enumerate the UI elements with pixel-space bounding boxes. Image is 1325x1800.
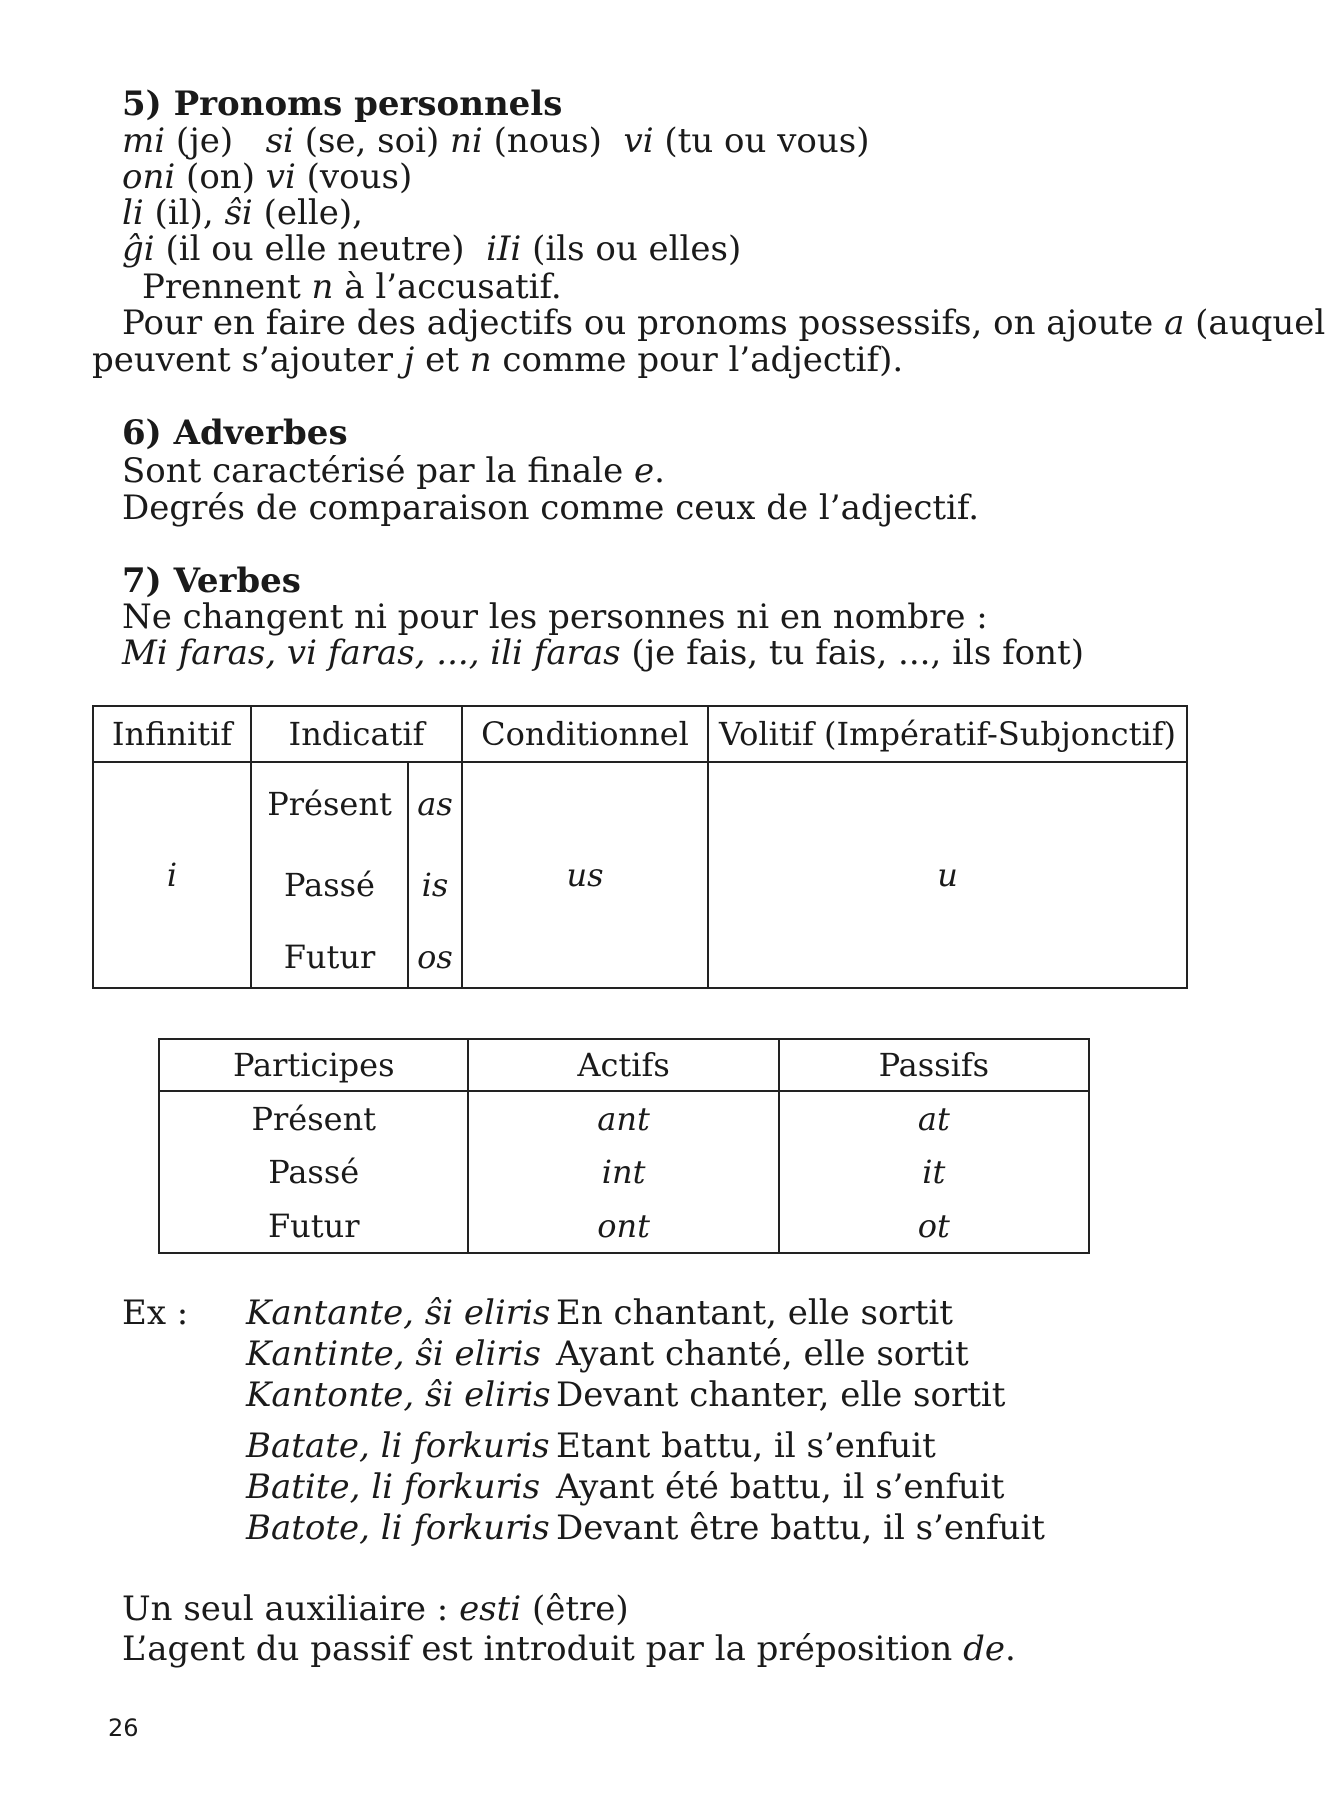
pronoun-word: si <box>265 121 294 161</box>
indicative-ending: is <box>408 844 462 926</box>
adverbs-line-1 <box>122 452 665 490</box>
participle-active: ant <box>468 1091 778 1145</box>
header-conditional: Conditionnel <box>462 706 708 762</box>
agent-line <box>122 1630 1016 1668</box>
example-esperanto: Batote, li forkuris <box>246 1508 550 1548</box>
header-volitive: Volitif (Impératif-Subjonctif) <box>708 706 1187 762</box>
text-span: à l’accusatif. <box>333 267 562 307</box>
italic-example: Mi faras, vi faras, ..., ili faras <box>122 633 621 673</box>
infinitive-ending: i <box>93 762 251 988</box>
text-span: peuvent s’ajouter <box>92 340 404 380</box>
participle-active: int <box>468 1145 778 1199</box>
participle-active: ont <box>468 1199 778 1253</box>
auxiliary-line <box>122 1590 629 1628</box>
header-participles: Participes <box>159 1039 468 1091</box>
example-esperanto: Kantante, ŝi eliris <box>246 1293 551 1333</box>
pronoun-translation: (ils ou elles) <box>521 229 742 269</box>
example-french: En chantant, elle sortit <box>556 1293 953 1333</box>
pronoun-word: mi <box>122 121 166 161</box>
possessive-note-line-2 <box>92 341 903 379</box>
pronoun-line-4 <box>122 230 741 268</box>
pronoun-word: ĝi <box>122 229 155 269</box>
participle-passive: it <box>779 1145 1089 1199</box>
page-number: 26 <box>108 1714 139 1742</box>
pronoun-line-1 <box>122 122 869 160</box>
example-french: Devant chanter, elle sortit <box>556 1375 1006 1415</box>
italic-letter: n <box>311 267 334 307</box>
verbs-example <box>122 634 1084 672</box>
italic-letter: j <box>403 340 415 380</box>
pronoun-word: ŝi <box>224 193 253 233</box>
text-span: et <box>414 340 470 380</box>
text-span: Sont caractérisé par la finale <box>122 451 634 491</box>
pronoun-word: iIi <box>486 229 522 269</box>
pronoun-word: li <box>122 193 144 233</box>
header-passive: Passifs <box>779 1039 1089 1091</box>
pronoun-word: ni <box>450 121 483 161</box>
section-heading-verbs: 7) Verbes <box>122 561 301 601</box>
adverbs-line-2: Degrés de comparaison comme ceux de l’adjectif. <box>122 488 980 528</box>
text-span: (je fais, tu fais, ..., ils font) <box>620 633 1084 673</box>
participle-tense: Passé <box>159 1145 468 1199</box>
text-span: . <box>1004 1629 1016 1669</box>
example-french: Devant être battu, il s’enfuit <box>556 1508 1045 1548</box>
text-span: comme pour l’adjectif). <box>491 340 904 380</box>
text-span: . <box>654 451 665 491</box>
text-span: L’agent du passif est introduit par la préposition <box>122 1629 964 1669</box>
participle-tense: Futur <box>159 1199 468 1253</box>
pronoun-translation: (on) <box>175 157 266 197</box>
indicative-tense: Présent <box>251 762 408 844</box>
pronoun-translation: (il ou elle neutre) <box>154 229 465 269</box>
section-heading-pronouns: 5) Pronoms personnels <box>122 84 563 124</box>
example-esperanto: Kantonte, ŝi eliris <box>246 1375 551 1415</box>
participle-passive: at <box>779 1091 1089 1145</box>
participle-passive: ot <box>779 1199 1089 1253</box>
italic-letter: e <box>634 451 655 491</box>
text-span: (être) <box>521 1589 629 1629</box>
pronoun-translation: (se, soi) <box>293 121 451 161</box>
section-heading-adverbs: 6) Adverbes <box>122 413 348 453</box>
indicative-tense: Futur <box>251 926 408 988</box>
header-active: Actifs <box>468 1039 778 1091</box>
example-esperanto: Batite, li forkuris <box>246 1467 541 1507</box>
indicative-ending: as <box>408 762 462 844</box>
pronoun-line-3 <box>122 194 363 232</box>
pronoun-word: oni <box>122 157 176 197</box>
conjugation-table <box>92 705 1188 989</box>
indicative-ending: os <box>408 926 462 988</box>
italic-letter: n <box>469 340 492 380</box>
text-span: (auquel <box>1184 303 1325 343</box>
possessive-note-line-1 <box>122 304 1325 342</box>
header-indicative: Indicatif <box>251 706 462 762</box>
pronoun-translation: (tu ou vous) <box>653 121 870 161</box>
accusative-note <box>142 268 562 306</box>
pronoun-translation: (nous) <box>482 121 602 161</box>
header-infinitive: Infinitif <box>93 706 251 762</box>
italic-word: de <box>963 1629 1005 1669</box>
example-esperanto: Batate, li forkuris <box>246 1426 550 1466</box>
participle-tense: Présent <box>159 1091 468 1145</box>
pronoun-translation: (il), <box>143 193 225 233</box>
pronoun-word: vi <box>265 157 296 197</box>
pronoun-translation: (elle), <box>252 193 363 233</box>
example-esperanto: Kantinte, ŝi eliris <box>246 1334 541 1374</box>
text-span: Prennent <box>142 267 312 307</box>
pronoun-word: vi <box>623 121 654 161</box>
example-french: Ayant été battu, il s’enfuit <box>556 1467 1005 1507</box>
text-span: Un seul auxiliaire : <box>122 1589 460 1629</box>
pronoun-line-2 <box>122 158 412 196</box>
italic-letter: a <box>1164 303 1185 343</box>
italic-word: esti <box>459 1589 522 1629</box>
examples-label: Ex : <box>122 1293 189 1333</box>
indicative-tense: Passé <box>251 844 408 926</box>
pronoun-translation: (vous) <box>295 157 413 197</box>
conditional-ending: us <box>462 762 708 988</box>
example-french: Etant battu, il s’enfuit <box>556 1426 936 1466</box>
text-span: Pour en faire des adjectifs ou pronoms possessifs, on ajoute <box>122 303 1165 343</box>
volitive-ending: u <box>708 762 1187 988</box>
participles-table <box>158 1038 1090 1254</box>
pronoun-translation: (je) <box>165 121 234 161</box>
example-french: Ayant chanté, elle sortit <box>556 1334 969 1374</box>
verbs-line-1: Ne changent ni pour les personnes ni en nombre : <box>122 597 988 637</box>
